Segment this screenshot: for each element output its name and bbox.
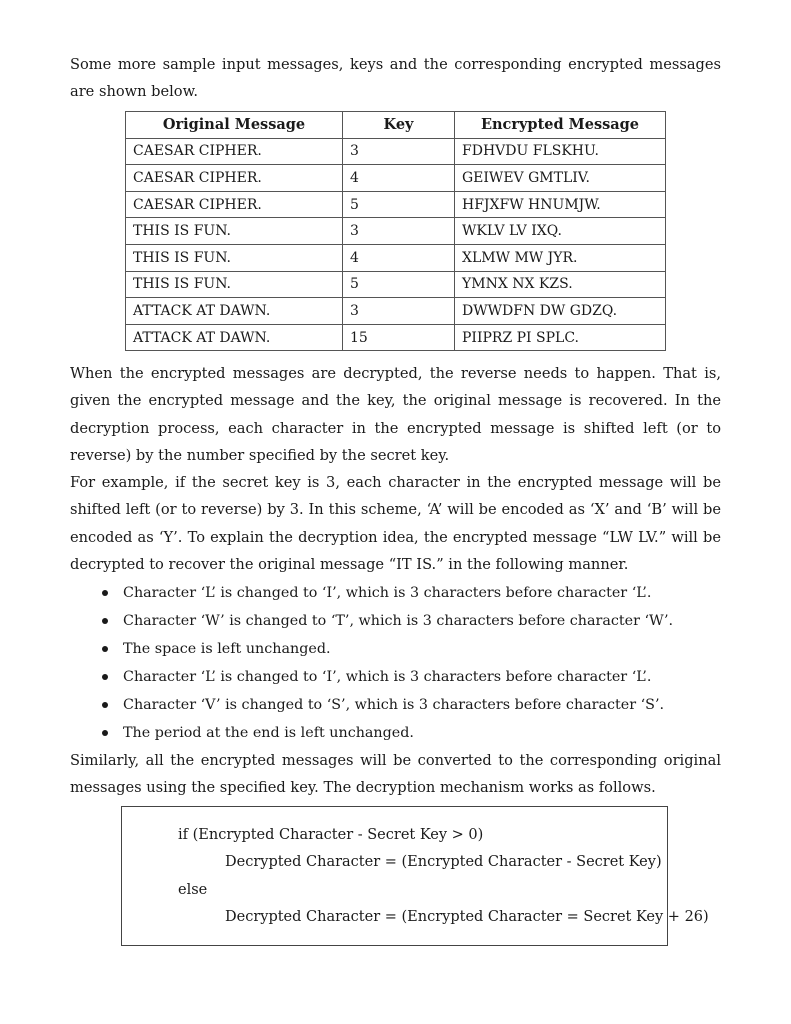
code-line-decrypt-wrap: Decrypted Character = (Encrypted Character = Secret Key + 26) bbox=[225, 909, 709, 925]
cell-key: 5 bbox=[343, 191, 455, 218]
cell-original: CAESAR CIPHER. bbox=[126, 165, 343, 192]
table-row bbox=[126, 138, 666, 165]
table-header-row bbox=[126, 112, 666, 139]
list-item bbox=[70, 663, 721, 691]
cell-key: 3 bbox=[343, 218, 455, 245]
decryption-pseudocode-box bbox=[121, 806, 709, 946]
cell-encrypted: YMNX NX KZS. bbox=[455, 271, 666, 298]
bullet-icon bbox=[102, 674, 108, 680]
list-item-text: Character ‘W’ is changed to ‘T’, which is 3 characters before character ‘W’. bbox=[123, 613, 674, 629]
cell-encrypted: GEIWEV GMTLIV. bbox=[455, 165, 666, 192]
bullet-icon bbox=[102, 590, 108, 596]
column-header-original: Original Message bbox=[126, 112, 343, 139]
intro-paragraph: Some more sample input messages, keys and the corresponding encrypted messages are shown below. bbox=[70, 56, 721, 101]
mechanism-paragraph: Similarly, all the encrypted messages will be converted to the corresponding original messages using the specified key. The decryption mechanism works as follows. bbox=[70, 752, 721, 797]
cell-original: CAESAR CIPHER. bbox=[126, 138, 343, 165]
bullet-icon bbox=[102, 702, 108, 708]
cell-original: CAESAR CIPHER. bbox=[126, 191, 343, 218]
bullet-icon bbox=[102, 646, 108, 652]
cell-original: ATTACK AT DAWN. bbox=[126, 298, 343, 325]
list-item-text: Character ‘V’ is changed to ‘S’, which is 3 characters before character ‘S’. bbox=[123, 697, 665, 713]
list-item-text: The period at the end is left unchanged. bbox=[123, 725, 414, 741]
table-row bbox=[126, 324, 666, 351]
table-row bbox=[126, 244, 666, 271]
table-row bbox=[126, 165, 666, 192]
cell-original: THIS IS FUN. bbox=[126, 218, 343, 245]
table-row bbox=[126, 218, 666, 245]
list-item-text: The space is left unchanged. bbox=[123, 641, 331, 657]
cell-original: THIS IS FUN. bbox=[126, 271, 343, 298]
table-row bbox=[126, 298, 666, 325]
cell-encrypted: HFJXFW HNUMJW. bbox=[455, 191, 666, 218]
bullet-icon bbox=[102, 618, 108, 624]
cell-original: ATTACK AT DAWN. bbox=[126, 324, 343, 351]
cell-key: 4 bbox=[343, 244, 455, 271]
cell-key: 15 bbox=[343, 324, 455, 351]
example-paragraph: For example, if the secret key is 3, each character in the encrypted message will be shifted left (or to reverse) by 3. In this scheme, ‘A’ will be encoded as ‘X’ and ‘B’ will be encoded as ‘Y’. To explain the decryption idea, the encrypted message “LW LV.” will be decrypted to recover the original message “IT IS.” in the following manner. bbox=[70, 474, 721, 573]
cell-encrypted: DWWDFN DW GDZQ. bbox=[455, 298, 666, 325]
list-item bbox=[70, 635, 721, 663]
column-header-key: Key bbox=[343, 112, 455, 139]
cell-key: 3 bbox=[343, 298, 455, 325]
cell-encrypted: PIIPRZ PI SPLC. bbox=[455, 324, 666, 351]
list-item-text: Character ‘L’ is changed to ‘I’, which is 3 characters before character ‘L’. bbox=[123, 669, 652, 685]
cell-encrypted: FDHVDU FLSKHU. bbox=[455, 138, 666, 165]
bullet-icon bbox=[102, 730, 108, 736]
list-item bbox=[70, 719, 721, 747]
code-line-else: else bbox=[178, 882, 208, 898]
list-item-text: Character ‘L’ is changed to ‘I’, which is 3 characters before character ‘L’. bbox=[123, 585, 652, 601]
list-item bbox=[70, 691, 721, 719]
cell-key: 3 bbox=[343, 138, 455, 165]
column-header-encrypted: Encrypted Message bbox=[455, 112, 666, 139]
table-row bbox=[126, 191, 666, 218]
cell-encrypted: WKLV LV IXQ. bbox=[455, 218, 666, 245]
table-row bbox=[126, 271, 666, 298]
cell-encrypted: XLMW MW JYR. bbox=[455, 244, 666, 271]
code-line-if: if (Encrypted Character - Secret Key > 0) bbox=[178, 827, 484, 843]
cell-key: 4 bbox=[343, 165, 455, 192]
decryption-paragraph: When the encrypted messages are decrypted, the reverse needs to happen. That is, given the encrypted message and the key, the original message is recovered. In the decryption process, each character in the encrypted message is shifted left (or to reverse) by the number specified by the secret key. bbox=[70, 365, 721, 464]
cell-key: 5 bbox=[343, 271, 455, 298]
cell-original: THIS IS FUN. bbox=[126, 244, 343, 271]
cipher-examples-table bbox=[125, 111, 666, 351]
decryption-steps-list bbox=[70, 579, 721, 747]
code-line-decrypt: Decrypted Character = (Encrypted Character - Secret Key) bbox=[225, 854, 662, 870]
list-item bbox=[70, 579, 721, 607]
list-item bbox=[70, 607, 721, 635]
